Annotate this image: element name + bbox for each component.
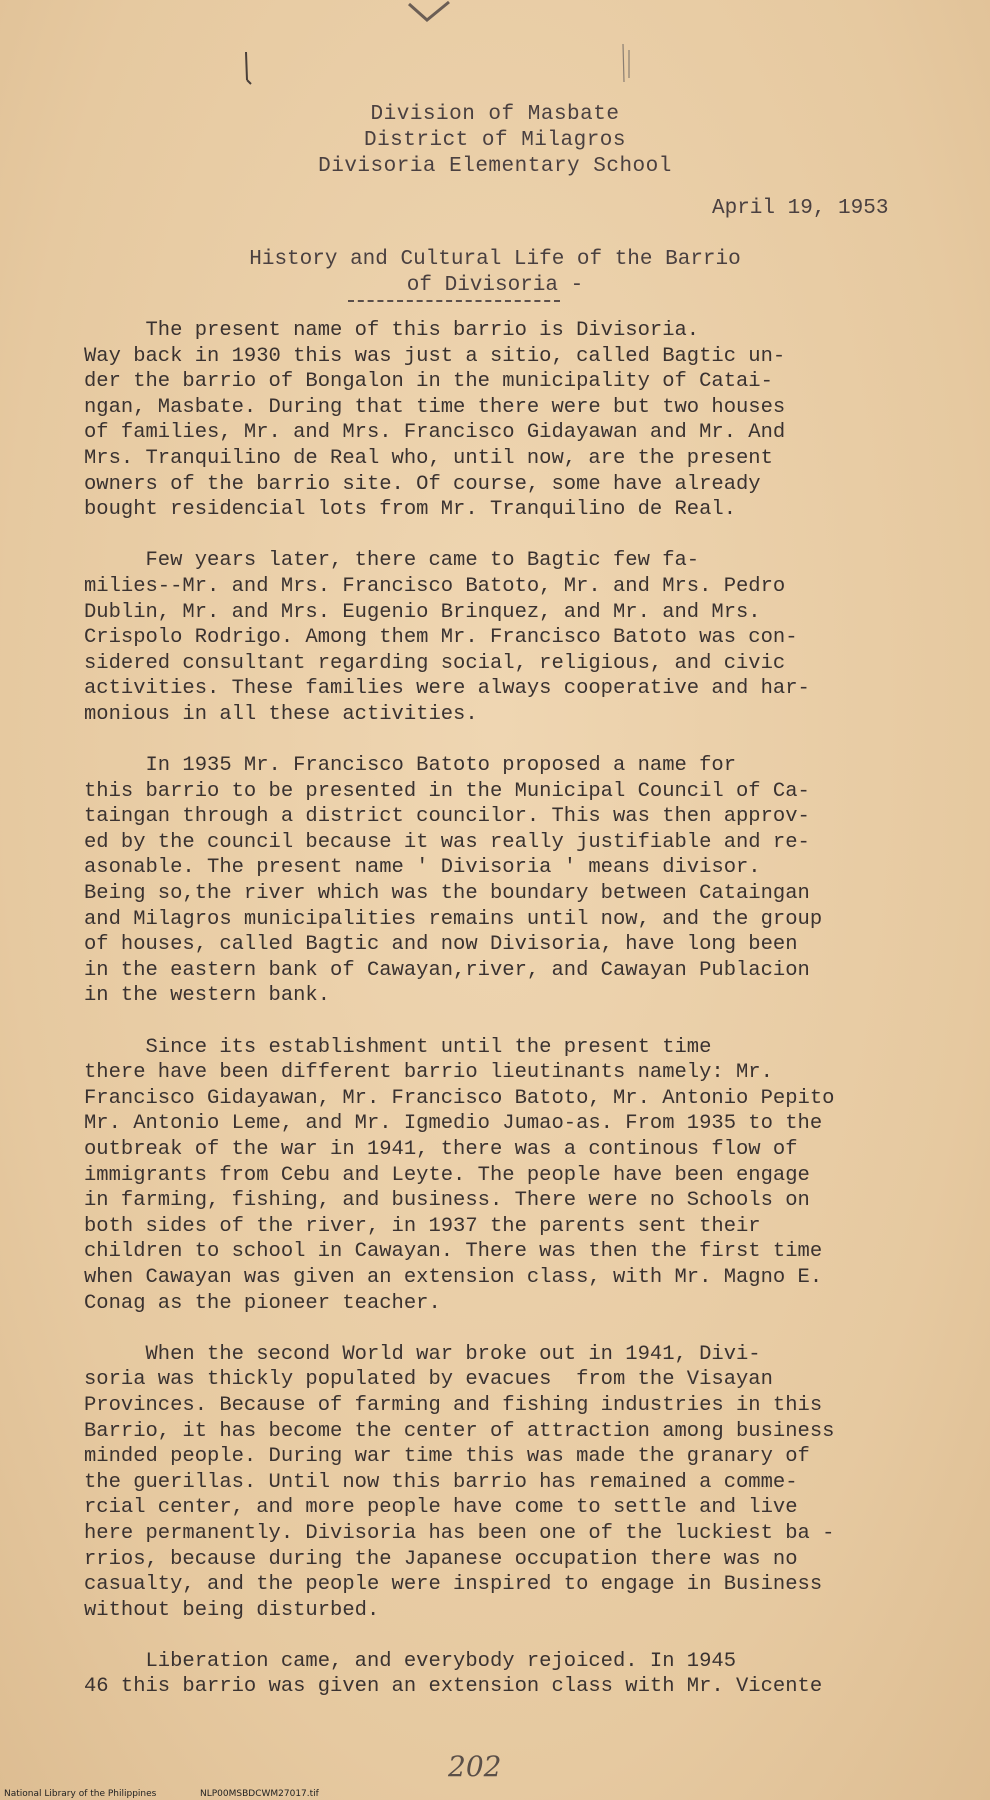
pencil-mark-icon: [618, 40, 634, 86]
text-line: there have been different barrio lieutinants namely: Mr.: [84, 1061, 773, 1085]
text-line: Crispolo Rodrigo. Among them Mr. Francisco Batoto was con-: [84, 626, 798, 650]
text-line: children to school in Cawayan. There was then the first time: [84, 1240, 823, 1264]
paragraph: [84, 548, 954, 727]
paragraph: [84, 753, 954, 1009]
text-line: when Cawayan was given an extension class, with Mr. Magno E.: [84, 1265, 823, 1289]
text-line: asonable. The present name ' Divisoria ' means divisor.: [84, 856, 761, 880]
text-line: The present name of this barrio is Divisoria.: [84, 319, 700, 342]
footer-library: National Library of the Philippines: [4, 1789, 157, 1799]
text-line: without being disturbed.: [84, 1598, 380, 1622]
text-line: der the barrio of Bongalon in the municipality of Catai-: [84, 370, 773, 394]
text-line: sidered consultant regarding social, religious, and civic: [84, 651, 786, 675]
text-line: rrios, because during the Japanese occupation there was no: [84, 1547, 798, 1571]
paragraph: [84, 1342, 954, 1624]
text-line: milies--Mr. and Mrs. Francisco Batoto, Mr. and Mrs. Pedro: [84, 574, 786, 598]
text-line: of houses, called Bagtic and now Divisoria, have long been: [84, 933, 798, 957]
text-line: Dublin, Mr. and Mrs. Eugenio Brinquez, and Mr. and Mrs.: [84, 600, 761, 624]
text-line: casualty, and the people were inspired to engage in Business: [84, 1573, 823, 1597]
title-underline: [348, 300, 560, 302]
text-line: Francisco Gidayawan, Mr. Francisco Batoto, Mr. Antonio Pepito: [84, 1086, 835, 1110]
text-line: Mrs. Tranquilino de Real who, until now, are the present: [84, 446, 773, 470]
text-line: here permanently. Divisoria has been one of the luckiest ba -: [84, 1521, 835, 1545]
text-line: 46 this barrio was given an extension class with Mr. Vicente: [84, 1675, 823, 1699]
text-line: of families, Mr. and Mrs. Francisco Gidayawan and Mr. And: [84, 421, 786, 445]
text-line: taingan through a district councilor. This was then approv-: [84, 805, 810, 829]
text-line: outbreak of the war in 1941, there was a continous flow of: [84, 1138, 798, 1161]
text-line: Being so,the river which was the boundary between Cataingan: [84, 882, 810, 906]
check-mark-icon: [405, 0, 453, 26]
text-line: this barrio to be presented in the Municipal Council of Ca-: [84, 779, 810, 803]
text-line: Liberation came, and everybody rejoiced. In 1945: [84, 1649, 737, 1673]
paragraph: [84, 1649, 954, 1700]
document-body: [84, 318, 954, 1726]
text-line: Provinces. Because of farming and fishing industries in this: [84, 1393, 823, 1417]
text-line: Conag as the pioneer teacher.: [84, 1291, 441, 1315]
text-line: ed by the council because it was really justifiable and re-: [84, 830, 810, 854]
text-line: the guerillas. Until now this barrio has remained a comme-: [84, 1470, 798, 1494]
text-line: activities. These families were always cooperative and har-: [84, 677, 810, 701]
text-line: in the western bank.: [84, 984, 331, 1008]
text-line: immigrants from Cebu and Leyte. The people have been engage: [84, 1163, 810, 1187]
text-line: owners of the barrio site. Of course, some have already: [84, 472, 761, 496]
text-line: in farming, fishing, and business. There were no Schools on: [84, 1189, 810, 1213]
pen-mark-icon: [240, 50, 254, 86]
text-line: monious in all these activities.: [84, 702, 478, 726]
text-line: bought residencial lots from Mr. Tranquilino de Real.: [84, 498, 737, 522]
text-line: Mr. Antonio Leme, and Mr. Igmedio Jumao-as. From 1935 to the: [84, 1112, 823, 1136]
page-number: 202: [448, 1750, 502, 1783]
text-line: minded people. During war time this was made the granary of: [84, 1445, 810, 1469]
text-line: soria was thickly populated by evacues from the Visayan: [84, 1368, 773, 1392]
division-heading: Division of Masbate: [370, 103, 620, 126]
text-line: in the eastern bank of Cawayan,river, and Cawayan Publacion: [84, 958, 810, 982]
footer-filename: NLP00MSBDCWM27017.tif: [200, 1789, 319, 1799]
text-line: Since its establishment until the present time: [84, 1035, 712, 1059]
district-heading: District of Milagros: [363, 129, 627, 152]
text-line: Barrio, it has become the center of attraction among business: [84, 1419, 835, 1443]
text-line: rcial center, and more people have come to settle and live: [84, 1496, 798, 1520]
text-line: ngan, Masbate. During that time there were but two houses: [84, 395, 786, 419]
paragraph: [84, 318, 954, 523]
text-line: When the second World war broke out in 1941, Divi-: [84, 1342, 761, 1366]
text-line: and Milagros municipalities remains until now, and the group: [84, 907, 823, 931]
text-line: both sides of the river, in 1937 the parents sent their: [84, 1214, 761, 1238]
paragraph: [84, 1035, 954, 1317]
document-date: April 19, 1953: [712, 197, 889, 220]
document-title-line2: of Divisoria -: [406, 274, 584, 297]
school-heading: Divisoria Elementary School: [318, 155, 672, 178]
text-line: In 1935 Mr. Francisco Batoto proposed a name for: [84, 754, 737, 778]
text-line: Few years later, there came to Bagtic few fa-: [84, 549, 700, 573]
document-title-line1: History and Cultural Life of the Barrio: [249, 248, 741, 271]
text-line: Way back in 1930 this was just a sitio, called Bagtic un-: [84, 344, 786, 368]
